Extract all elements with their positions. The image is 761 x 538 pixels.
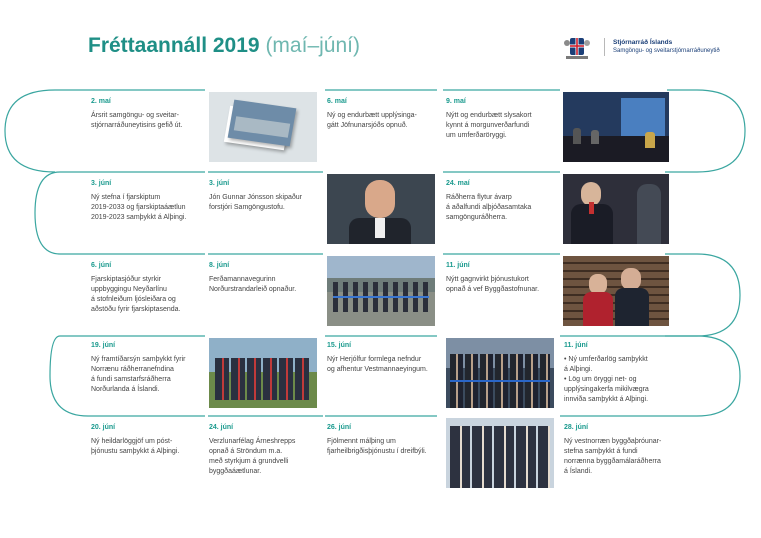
item-text: Nýtt gagnvirkt þjónustukort opnað á vef Byggðastofnunar.: [446, 276, 540, 293]
item-text: Ráðherra flytur ávarp á aðalfundi alþjóðasamtaka samgönguráðherra.: [446, 194, 532, 221]
item-date: 15. júní: [327, 342, 352, 349]
item-text: Ný stefna í fjarskiptum 2019-2033 og fjarskiptaáætlun 2019-2023 samþykkt á Alþingi.: [91, 194, 187, 221]
ministers-photo: [446, 418, 554, 488]
title-main: Fréttaannáll 2019: [88, 34, 260, 57]
item-text: • Ný umferðarlög samþykkt á Alþingi. • Lög um öryggi net- og upplýsingakerfa mikilvægra innviða samþykkt á Alþingi.: [564, 356, 649, 403]
item-text: Ný vestnorræn byggðaþróunar- stefna samþykkt á fundi norrænna byggðamálaráðherra á Íslandi.: [564, 438, 662, 475]
item-text: Ný framtíðarsýn samþykkt fyrir Norrænu ráðherranefndina á fundi samstarfsráðherra Norðurlanda á Íslandi.: [91, 356, 186, 393]
news-item: [446, 97, 532, 141]
item-text: Fjölmennt málþing um fjarheilbrigðisþjónustu í dreifbýli.: [327, 438, 427, 455]
item-date: 28. júní: [564, 424, 589, 431]
item-date: 2. maí: [91, 98, 111, 105]
item-text: Fjarskiptasjóður styrkir uppbyggingu Neyðarlínu á stofnleiðum ljósleiðara og aðstöðu fyrir fjarskiptasenda.: [91, 276, 181, 313]
item-date: 9. maí: [446, 98, 466, 105]
item-text: Jón Gunnar Jónsson skipaður forstjóri Samgöngustofu.: [209, 194, 302, 211]
item-date: 3. júní: [209, 180, 230, 187]
item-date: 26. júní: [327, 424, 352, 431]
news-item: [209, 179, 302, 213]
annual-report-image: [209, 92, 317, 162]
item-date: 19. júní: [91, 342, 116, 349]
conference-photo: [563, 92, 669, 162]
item-text: Ný heildarlöggjöf um póst- þjónustu samþykkt á Alþingi.: [91, 438, 180, 455]
item-date: 11. júní: [446, 262, 470, 269]
item-date: 24. maí: [446, 180, 470, 187]
news-item: [327, 423, 427, 457]
news-item: [91, 179, 186, 223]
item-date: 11. júní: [564, 342, 588, 349]
item-text: Ársrit samgöngu- og sveitar- stjórnarráðuneytisins gefið út.: [91, 112, 183, 129]
ministry-department: Samgöngu- og sveitarstjórnarráðuneytið: [613, 48, 720, 54]
item-date: 20. júní: [91, 424, 116, 431]
speech-photo: [563, 174, 669, 244]
ribbon-cutting-photo: [327, 256, 435, 326]
group-photo: [209, 338, 317, 408]
title-period: (maí–júní): [265, 34, 360, 57]
ministry-name: Stjórnarráð Íslands: [613, 39, 673, 46]
item-text: Ferðamannavegurinn Norðurstrandarleið opnaður.: [209, 276, 297, 293]
news-item: [564, 341, 649, 405]
news-item: [91, 261, 181, 315]
portrait-photo: [327, 174, 435, 244]
news-item: [446, 179, 531, 223]
news-item: [446, 261, 539, 295]
news-item: [209, 261, 296, 295]
news-item: [564, 423, 661, 477]
item-text: Nýr Herjólfur formlega nefndur og afhentur Vestmannaeyingum.: [327, 356, 428, 373]
library-photo: [563, 256, 669, 326]
news-item: [91, 423, 179, 457]
news-item: [209, 423, 295, 477]
news-item: [327, 341, 428, 375]
item-text: Verzlunarfélag Árneshrepps opnað á Ströndum m.a. með styrkjum á grundvelli byggðaáætlunar.: [209, 438, 296, 475]
item-date: 3. júní: [91, 180, 112, 187]
ferry-ceremony-photo: [446, 338, 554, 408]
item-text: Nýtt og endurbætt slysakort kynnt á morgunverðarfundi um umferðaröryggi.: [446, 112, 532, 139]
news-item: [91, 341, 186, 395]
item-date: 24. júní: [209, 424, 234, 431]
item-text: Ný og endurbætt upplýsinga- gátt Jöfnunarsjóðs opnuð.: [327, 112, 417, 129]
news-item: [327, 97, 417, 131]
item-date: 6. júní: [91, 262, 112, 269]
item-date: 8. júní: [209, 262, 230, 269]
item-date: 6. maí: [327, 98, 347, 105]
news-item: [91, 97, 182, 131]
